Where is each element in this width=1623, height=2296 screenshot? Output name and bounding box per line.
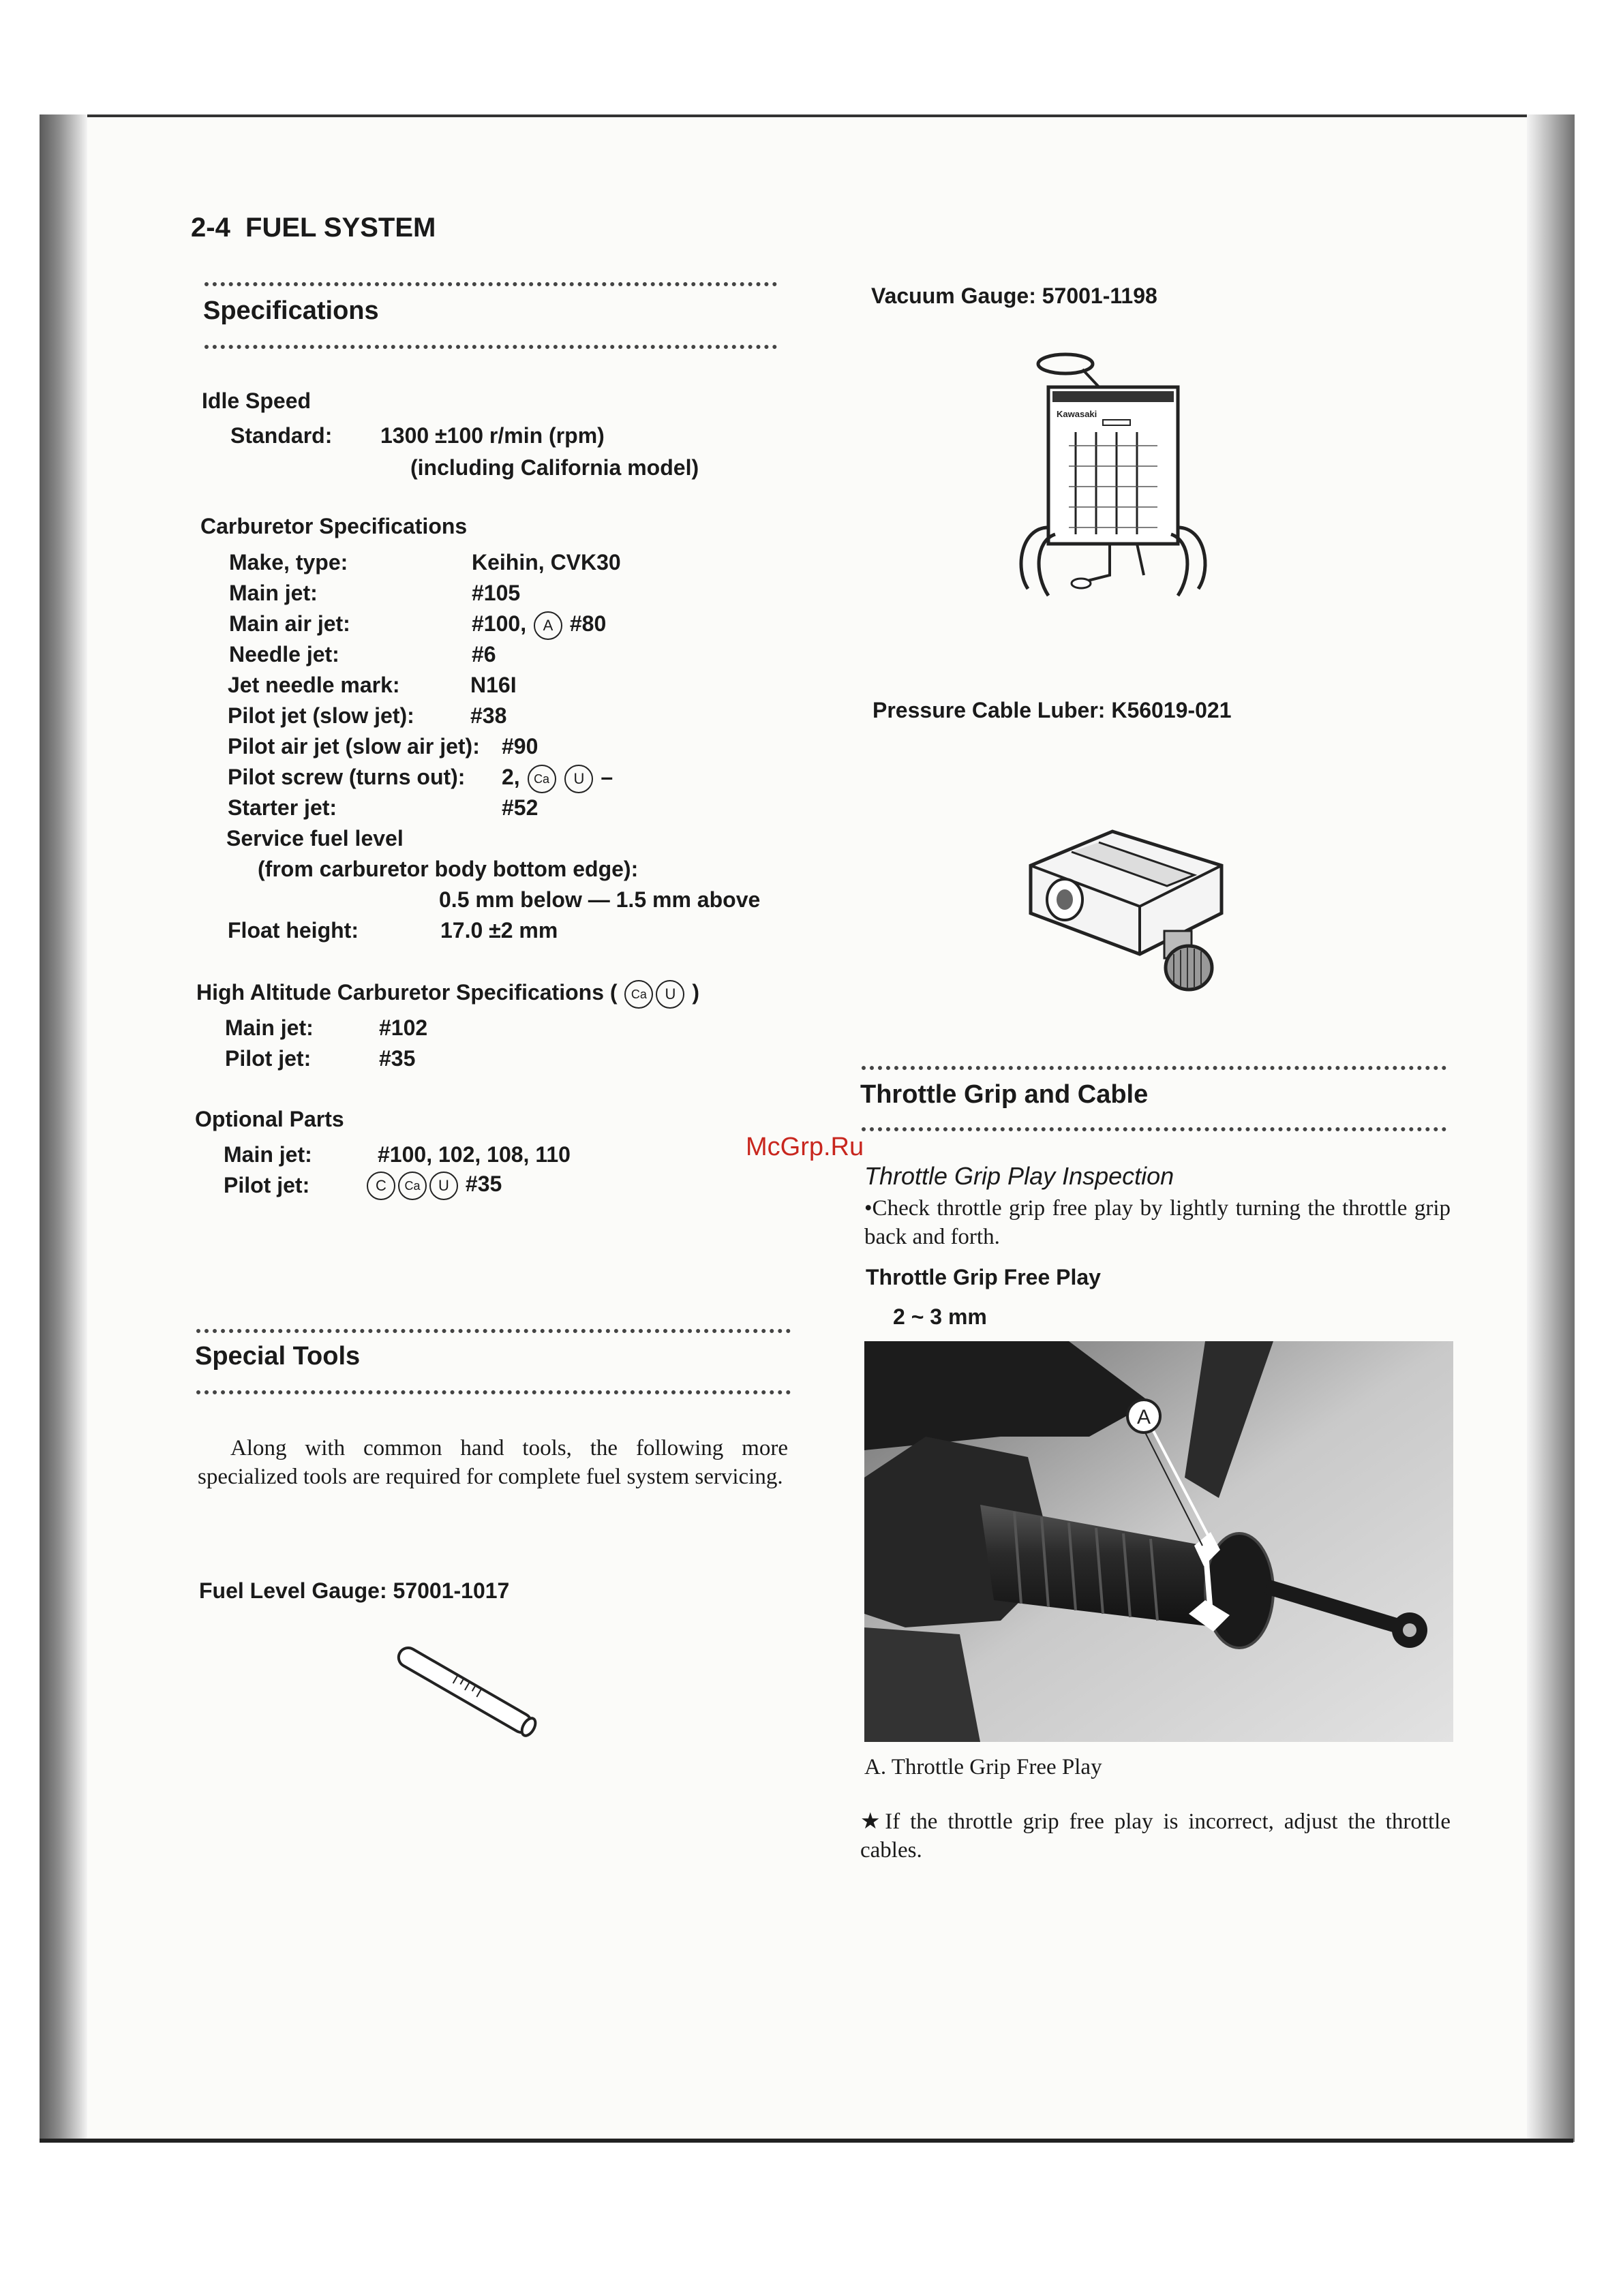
main-jet-value: #105 [472,581,521,605]
california-circle: Ca [528,765,556,793]
pilot-screw-value: 2, Ca U – [502,763,613,793]
pilot-jet-value: #38 [470,703,507,728]
divider [204,345,777,349]
free-play-label: Throttle Grip Free Play [866,1265,1101,1289]
standard-note: (including California model) [410,455,699,480]
make-type-label: Make, type: [229,550,348,575]
divider [196,1329,791,1333]
model-a-circle: A [534,611,562,640]
ha-main-jet-label: Main jet: [225,1015,314,1040]
watermark: McGrp.Ru [746,1133,864,1161]
service-fuel-level-note: (from carburetor body bottom edge): [258,857,639,881]
starter-jet-label: Starter jet: [228,795,337,820]
page-number: 2-4 [191,213,230,243]
make-type-value: Keihin, CVK30 [472,550,621,575]
float-height-label: Float height: [228,918,359,943]
idle-speed-heading: Idle Speed [202,388,312,413]
main-air-jet-label: Main air jet: [229,611,350,636]
free-play-value: 2 ~ 3 mm [893,1304,987,1329]
california-circle: Ca [398,1172,427,1200]
pressure-cable-luber-illustration [1010,804,1242,1002]
special-tools-intro: Along with common hand tools, the following more specialized tools are required for complete fuel system servicing. [198,1436,788,1489]
optional-parts-heading: Optional Parts [195,1107,344,1131]
page-header [191,214,436,241]
scan-frame-right [1527,114,1575,2142]
special-tools-heading: Special Tools [195,1342,361,1371]
us-circle: U [429,1172,458,1200]
divider [862,1127,1446,1131]
divider [204,282,777,286]
needle-jet-label: Needle jet: [229,642,339,667]
fuel-level-gauge-illustration [376,1636,553,1745]
needle-jet-value: #6 [472,642,496,667]
opt-main-jet-label: Main jet: [224,1142,312,1167]
us-circle: U [564,765,593,793]
standard-value: 1300 ±100 r/min (rpm) [380,423,605,448]
float-height-value: 17.0 ±2 mm [440,918,558,943]
scan-frame-bottom [40,2139,1573,2143]
throttle-inspection-subheading: Throttle Grip Play Inspection [864,1162,1174,1190]
vacuum-gauge-illustration [1001,343,1226,609]
throttle-grip-cable-heading: Throttle Grip and Cable [860,1080,1149,1109]
pilot-screw-label: Pilot screw (turns out): [228,765,466,789]
main-air-jet-value: #100, A #80 [472,610,606,640]
pilot-air-jet-value: #90 [502,734,539,759]
throttle-adjust-text: ★If the throttle grip free play is incorrect, adjust the throttle cables. [860,1809,1451,1863]
svg-text:Kawasaki: Kawasaki [1057,409,1097,419]
california-circle: Ca [624,980,653,1009]
starter-jet-value: #52 [502,795,539,820]
vacuum-gauge-label: Vacuum Gauge: 57001-1198 [871,284,1157,308]
divider [862,1066,1446,1070]
service-fuel-level-label: Service fuel level [226,826,404,851]
scan-frame-left [40,114,87,2142]
standard-label: Standard: [230,423,333,448]
divider [196,1390,791,1394]
jet-needle-mark-label: Jet needle mark: [228,673,400,697]
main-jet-label: Main jet: [229,581,318,605]
pressure-cable-luber-label: Pressure Cable Luber: K56019-021 [873,698,1232,722]
service-fuel-level-value: 0.5 mm below — 1.5 mm above [439,887,761,912]
canada-circle: C [367,1172,395,1200]
opt-main-jet-value: #100, 102, 108, 110 [378,1142,571,1167]
opt-pilot-jet-value: C Ca U #35 [365,1170,502,1200]
carburetor-spec-heading: Carburetor Specifications [200,514,468,538]
pilot-air-jet-label: Pilot air jet (slow air jet): [228,734,480,759]
ha-pilot-jet-value: #35 [379,1046,416,1071]
specifications-heading: Specifications [203,296,379,325]
ha-main-jet-value: #102 [379,1015,428,1040]
throttle-check-text: •Check throttle grip free play by lightly turning the throttle grip back and forth. [864,1196,1451,1249]
us-circle: U [656,980,684,1009]
opt-pilot-jet-label: Pilot jet: [224,1173,310,1197]
ha-pilot-jet-label: Pilot jet: [225,1046,312,1071]
section-title: FUEL SYSTEM [245,213,436,243]
fuel-level-gauge-label: Fuel Level Gauge: 57001-1017 [199,1578,510,1603]
pilot-jet-label: Pilot jet (slow jet): [228,703,414,728]
jet-needle-mark-value: N16I [470,673,517,697]
throttle-grip-photo [864,1341,1453,1742]
high-altitude-heading: High Altitude Carburetor Specifications ( Ca U ) [196,979,699,1009]
svg-text:A: A [1136,1406,1151,1428]
photo-caption: A. Throttle Grip Free Play [864,1755,1102,1779]
